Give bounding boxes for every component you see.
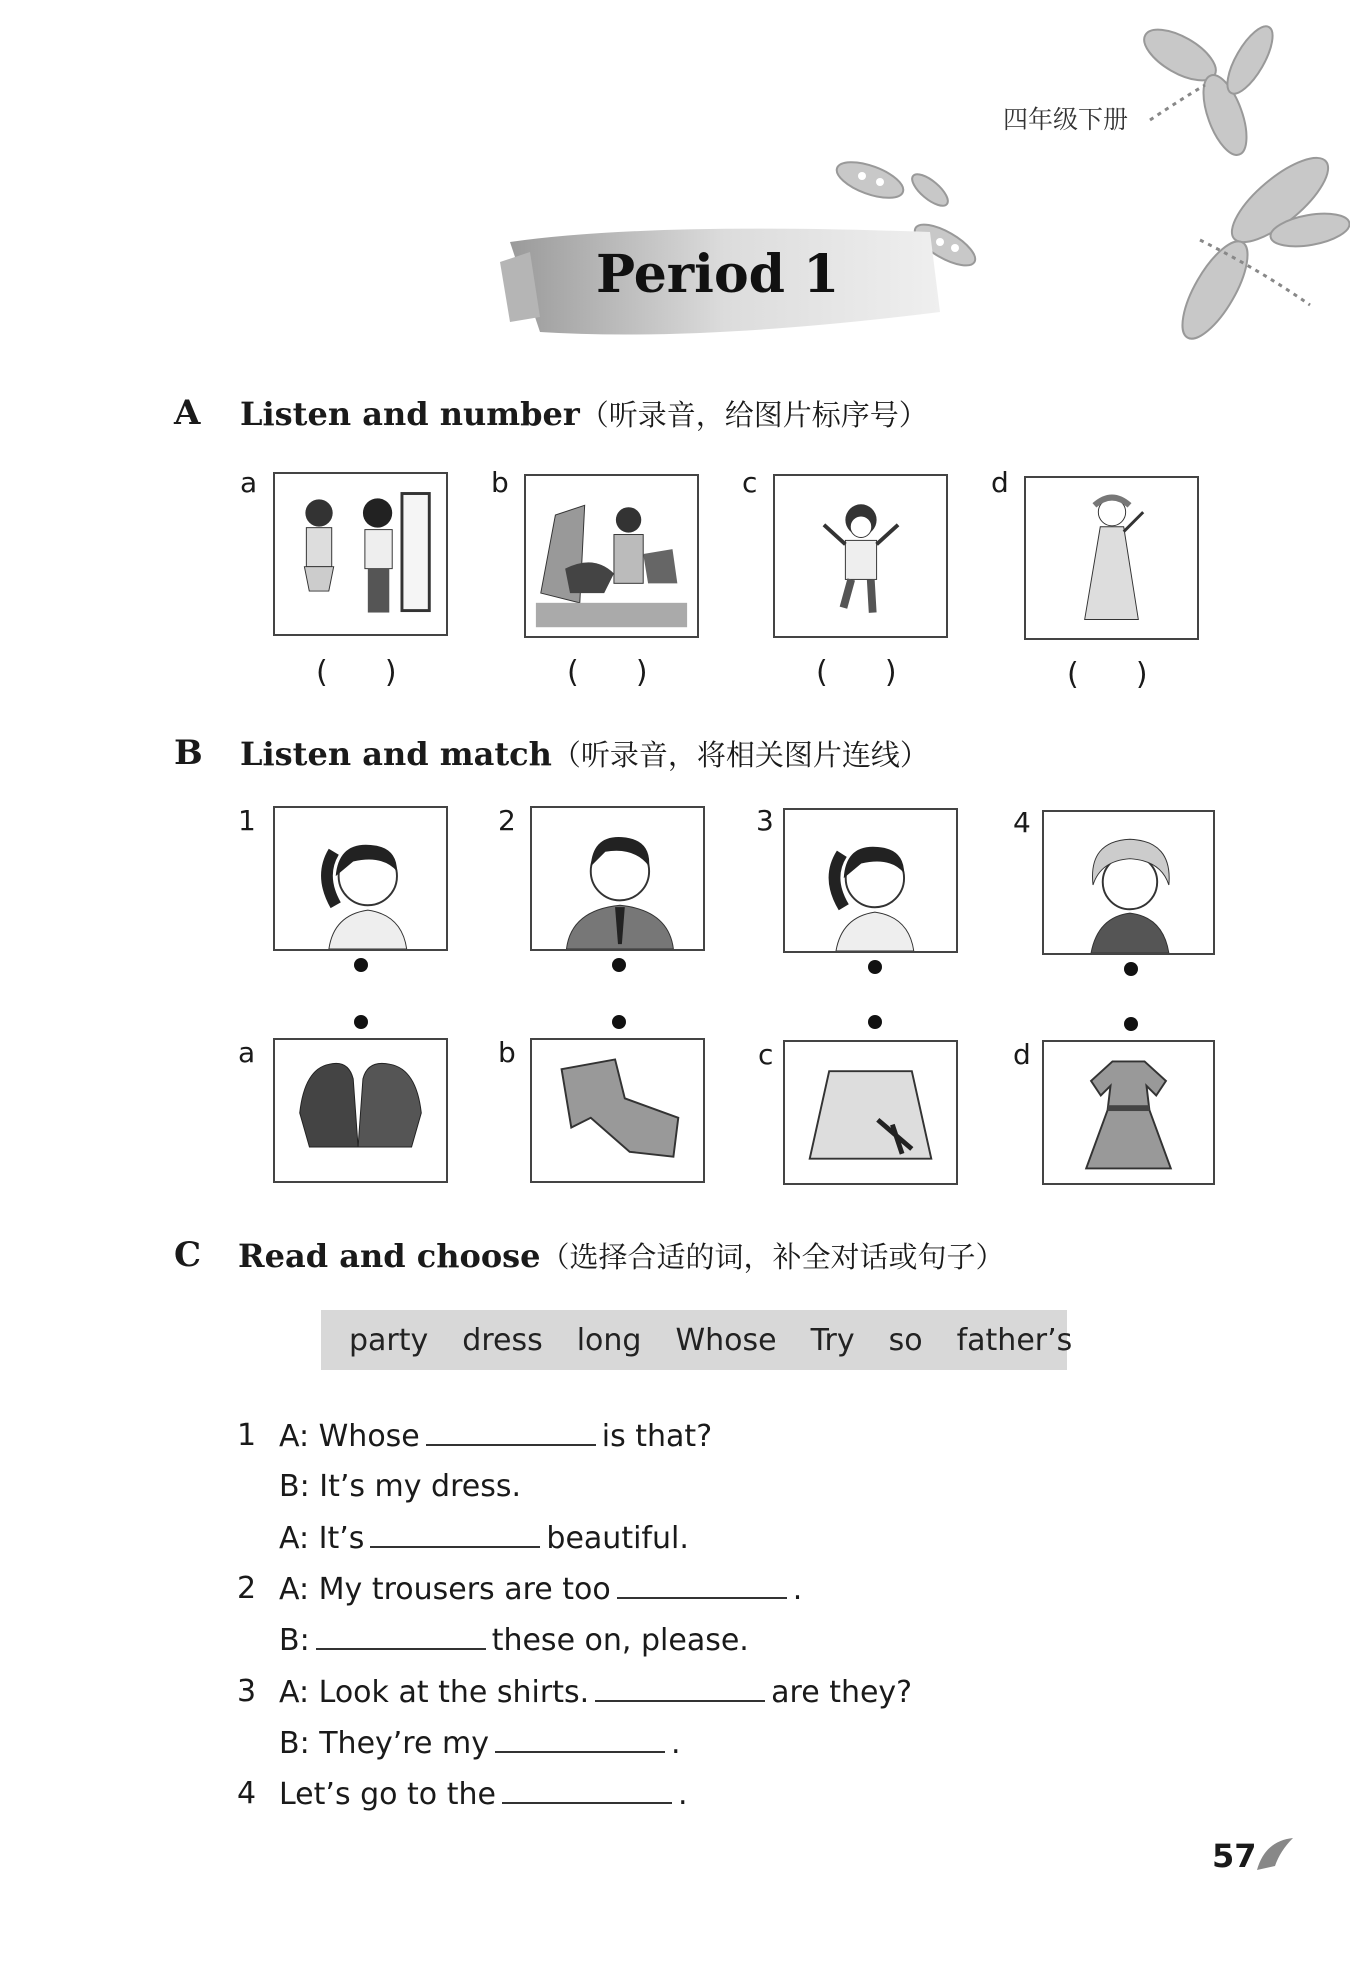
question-line bbox=[279, 1674, 912, 1710]
b-number-label: 4 bbox=[1013, 806, 1031, 839]
page-number: 57 bbox=[1212, 1837, 1257, 1875]
question-text: A: Look at the shirts. bbox=[279, 1675, 590, 1710]
question-text: B: bbox=[279, 1623, 310, 1658]
word-bank-item: Whose bbox=[675, 1322, 777, 1358]
gloves-icon bbox=[275, 1040, 446, 1181]
b-portrait-3 bbox=[783, 808, 958, 953]
a-item-label: a bbox=[240, 466, 258, 499]
question-text: are they? bbox=[771, 1675, 913, 1710]
word-bank-item: dress bbox=[462, 1322, 543, 1358]
answer-blank[interactable] bbox=[495, 1725, 665, 1753]
question-text: B: It’s my dress. bbox=[279, 1469, 522, 1504]
a-item-label: c bbox=[742, 466, 758, 499]
girl-in-long-dress-icon bbox=[1026, 478, 1197, 638]
boy-with-tie-icon bbox=[532, 808, 703, 949]
question-line bbox=[279, 1776, 687, 1812]
question-line bbox=[279, 1418, 712, 1454]
question-text: B: They’re my bbox=[279, 1726, 489, 1761]
b-letter-label: a bbox=[238, 1036, 256, 1069]
b-letter-label: b bbox=[498, 1036, 516, 1069]
question-text: A: Whose bbox=[279, 1419, 420, 1454]
match-dot[interactable] bbox=[868, 1015, 882, 1029]
curly-hair-girl-icon bbox=[1044, 812, 1213, 953]
section-a-title-cn: （听录音，给图片标序号） bbox=[579, 398, 928, 432]
question-line bbox=[279, 1622, 749, 1658]
a-picture-2 bbox=[524, 474, 699, 638]
match-dot[interactable] bbox=[868, 960, 882, 974]
section-c-title-en: Read and choose bbox=[238, 1237, 541, 1275]
a-item-label: b bbox=[491, 466, 509, 499]
b-letter-label: d bbox=[1013, 1038, 1031, 1071]
b-portrait-4 bbox=[1042, 810, 1215, 955]
b-number-label: 2 bbox=[498, 804, 516, 837]
answer-blank[interactable] bbox=[426, 1418, 596, 1446]
girl-ponytail-icon bbox=[785, 810, 956, 951]
answer-blank[interactable] bbox=[316, 1622, 486, 1650]
a-answer-paren[interactable]: ( ) bbox=[567, 655, 648, 690]
word-bank-item: so bbox=[888, 1322, 923, 1358]
section-a-letter: A bbox=[174, 393, 201, 433]
question-line bbox=[279, 1725, 681, 1761]
b-number-label: 3 bbox=[756, 804, 774, 837]
question-text: these on, please. bbox=[491, 1623, 749, 1658]
word-bank bbox=[321, 1310, 1073, 1370]
b-portrait-2 bbox=[530, 806, 705, 951]
word-bank-item: father’s bbox=[956, 1322, 1073, 1358]
match-dot[interactable] bbox=[612, 958, 626, 972]
a-picture-1 bbox=[273, 472, 448, 636]
section-a-title-en: Listen and number bbox=[240, 395, 580, 433]
question-text: A: My trousers are too bbox=[279, 1572, 611, 1607]
girl-and-boy-at-mirror-icon bbox=[275, 474, 446, 634]
match-dot[interactable] bbox=[612, 1015, 626, 1029]
section-b-letter: B bbox=[174, 733, 203, 773]
trousers-icon bbox=[532, 1040, 703, 1181]
a-answer-paren[interactable]: ( ) bbox=[816, 655, 897, 690]
question-number: 1 bbox=[237, 1418, 257, 1453]
a-picture-3 bbox=[773, 474, 948, 638]
a-answer-paren[interactable]: ( ) bbox=[316, 655, 397, 690]
section-c-title bbox=[238, 1235, 1005, 1276]
grade-label: 四年级下册 bbox=[1003, 105, 1129, 134]
b-portrait-1 bbox=[273, 806, 448, 951]
skirt-icon bbox=[785, 1042, 956, 1183]
question-text: . bbox=[792, 1572, 803, 1607]
question-number: 2 bbox=[237, 1571, 257, 1606]
section-b-title-cn: （听录音，将相关图片连线） bbox=[551, 738, 929, 772]
match-dot[interactable] bbox=[1124, 1017, 1138, 1031]
page-title: Period 1 bbox=[596, 244, 840, 305]
question-text: Let’s go to the bbox=[279, 1777, 496, 1812]
question-line bbox=[279, 1571, 802, 1607]
word-bank-item: party bbox=[349, 1322, 429, 1358]
b-number-label: 1 bbox=[238, 804, 256, 837]
section-a-title bbox=[240, 393, 928, 434]
girl-waving-hands-icon bbox=[775, 476, 946, 636]
dress-icon bbox=[1044, 1042, 1213, 1183]
question-text: beautiful. bbox=[546, 1521, 689, 1556]
a-item-label: d bbox=[991, 466, 1009, 499]
question-line bbox=[279, 1469, 521, 1504]
match-dot[interactable] bbox=[354, 958, 368, 972]
section-b-title-en: Listen and match bbox=[240, 735, 552, 773]
girl-with-clothes-icon bbox=[526, 476, 697, 636]
b-letter-label: c bbox=[758, 1038, 774, 1071]
answer-blank[interactable] bbox=[370, 1520, 540, 1548]
answer-blank[interactable] bbox=[502, 1776, 672, 1804]
section-c-title-cn: （选择合适的词，补全对话或句子） bbox=[540, 1240, 1005, 1274]
match-dot[interactable] bbox=[1124, 962, 1138, 976]
a-picture-4 bbox=[1024, 476, 1199, 640]
question-text: is that? bbox=[601, 1419, 713, 1454]
a-answer-paren[interactable]: ( ) bbox=[1067, 657, 1148, 692]
question-text: . bbox=[670, 1726, 681, 1761]
match-dot[interactable] bbox=[354, 1015, 368, 1029]
b-clothing-4 bbox=[1042, 1040, 1215, 1185]
section-c-letter: C bbox=[174, 1235, 202, 1275]
answer-blank[interactable] bbox=[617, 1571, 787, 1599]
word-bank-item: long bbox=[576, 1322, 642, 1358]
girl-ponytail-icon bbox=[275, 808, 446, 949]
word-bank-item: Try bbox=[810, 1322, 855, 1358]
leaf-icon bbox=[1255, 1836, 1295, 1872]
b-clothing-2 bbox=[530, 1038, 705, 1183]
question-number: 4 bbox=[237, 1776, 257, 1811]
b-clothing-1 bbox=[273, 1038, 448, 1183]
section-b-title bbox=[240, 733, 929, 774]
b-clothing-3 bbox=[783, 1040, 958, 1185]
question-text: . bbox=[677, 1777, 688, 1812]
question-text: A: It’s bbox=[279, 1521, 365, 1556]
answer-blank[interactable] bbox=[595, 1674, 765, 1702]
question-number: 3 bbox=[237, 1674, 257, 1709]
question-line bbox=[279, 1520, 689, 1556]
